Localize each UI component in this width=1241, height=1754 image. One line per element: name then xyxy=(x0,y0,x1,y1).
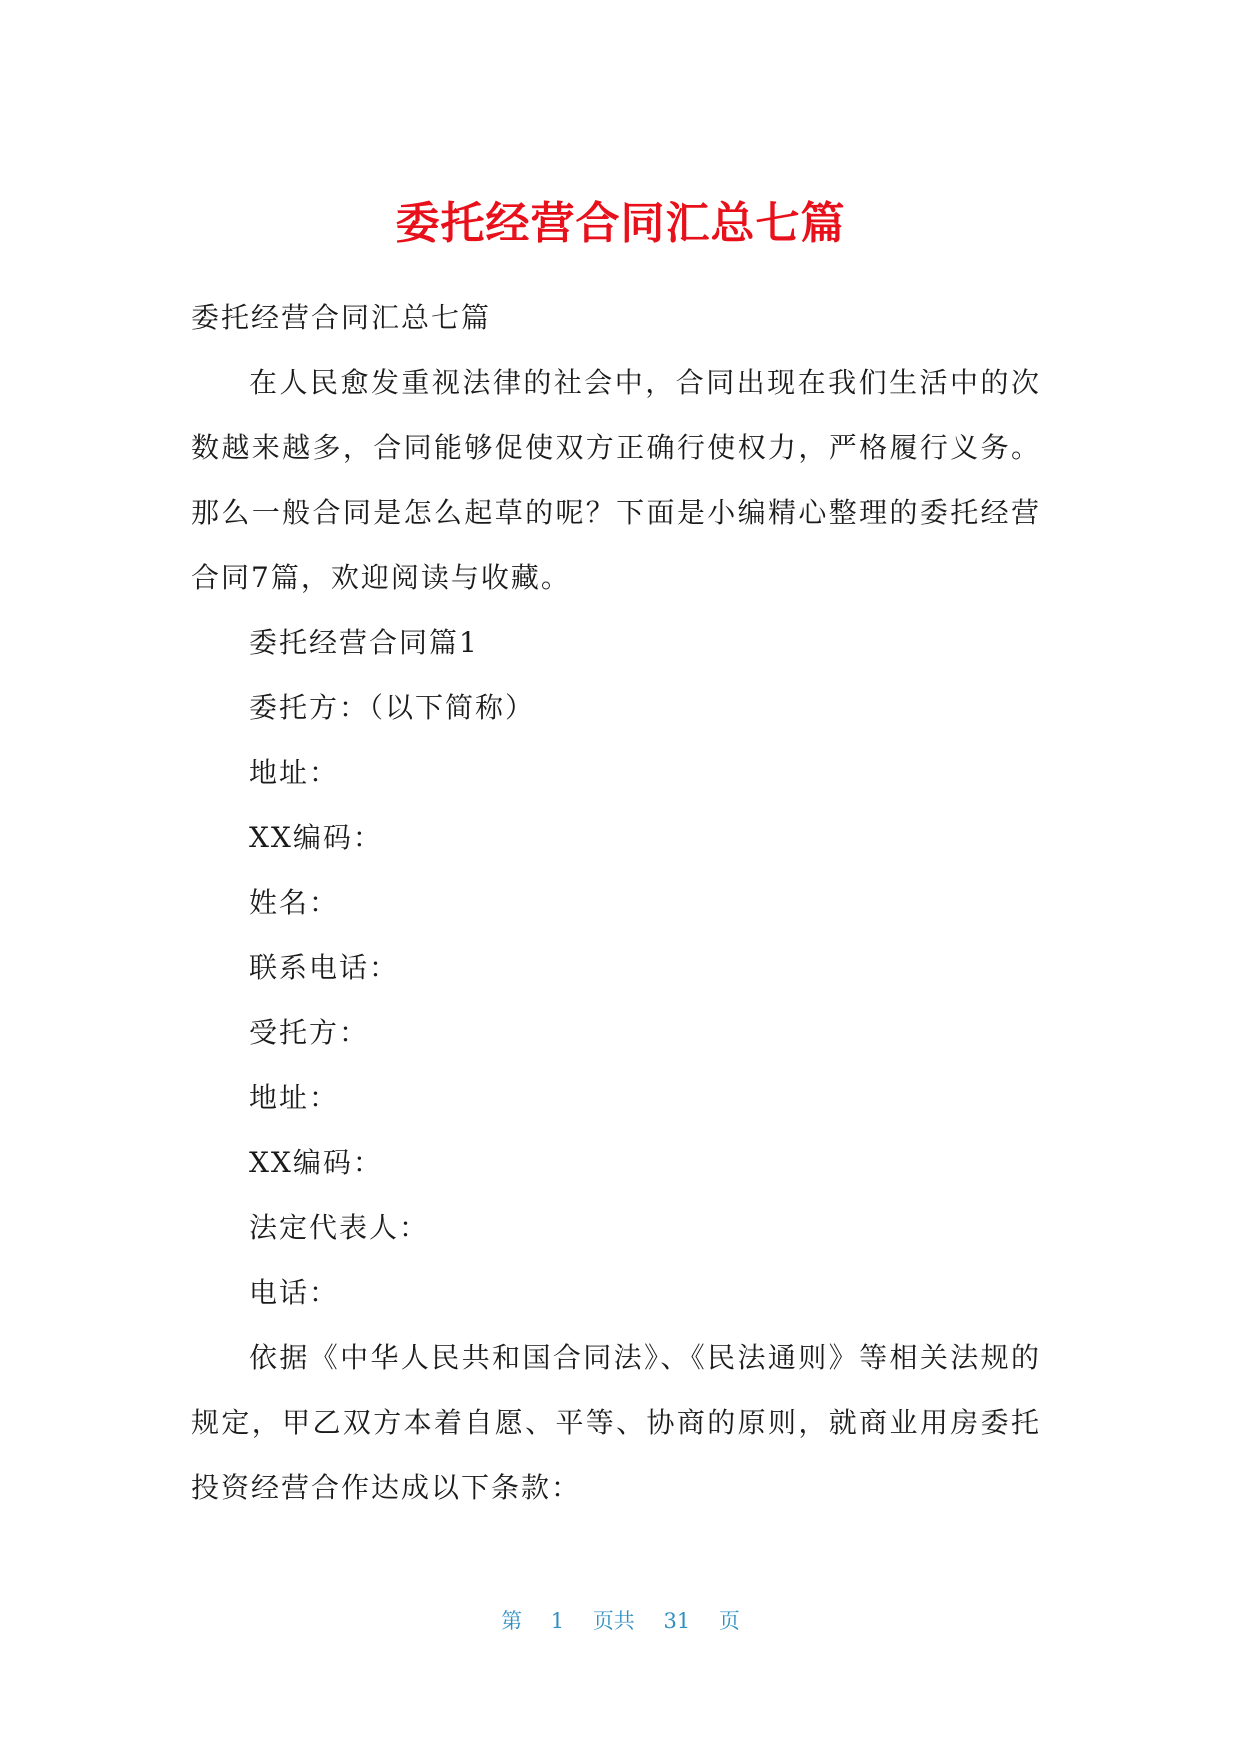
section-heading: 委托经营合同篇1 xyxy=(249,626,479,659)
field-trustee-phone: 电话： xyxy=(249,1276,340,1309)
field-trustee-address: 地址： xyxy=(249,1081,340,1114)
field-client: 委托方：（以下简称） xyxy=(249,691,536,724)
field-client-name: 姓名： xyxy=(249,886,340,919)
document-body xyxy=(191,285,1041,1520)
page-footer xyxy=(0,1606,1241,1636)
intro-paragraph: 在人民愈发重视法律的社会中，合同出现在我们生活中的次数越来越多，合同能够促使双方正确行使权力，严格履行义务。那么一般合同是怎么起草的呢？下面是小编精心整理的委托经营合同7篇，欢迎阅读与收藏。 xyxy=(191,366,1041,594)
field-client-address: 地址： xyxy=(249,756,340,789)
footer-page-middle: 页共 xyxy=(592,1609,635,1633)
document-subtitle: 委托经营合同汇总七篇 xyxy=(191,301,492,334)
field-legal-representative: 法定代表人： xyxy=(249,1211,430,1244)
footer-current-page: 1 xyxy=(550,1609,565,1633)
field-trustee-postcode: XX编码： xyxy=(249,1146,383,1179)
clause-paragraph: 依据《中华人民共和国合同法》、《民法通则》等相关法规的规定，甲乙双方本着自愿、平等、协商的原则，就商业用房委托投资经营合作达成以下条款： xyxy=(191,1341,1041,1504)
document-title: 委托经营合同汇总七篇 xyxy=(395,198,846,249)
field-trustee: 受托方： xyxy=(249,1016,370,1049)
footer-total-pages: 31 xyxy=(663,1609,691,1633)
footer-page-suffix: 页 xyxy=(718,1609,740,1633)
footer-page-prefix: 第 xyxy=(501,1609,523,1633)
field-client-phone: 联系电话： xyxy=(249,951,400,984)
field-client-postcode: XX编码： xyxy=(249,821,383,854)
